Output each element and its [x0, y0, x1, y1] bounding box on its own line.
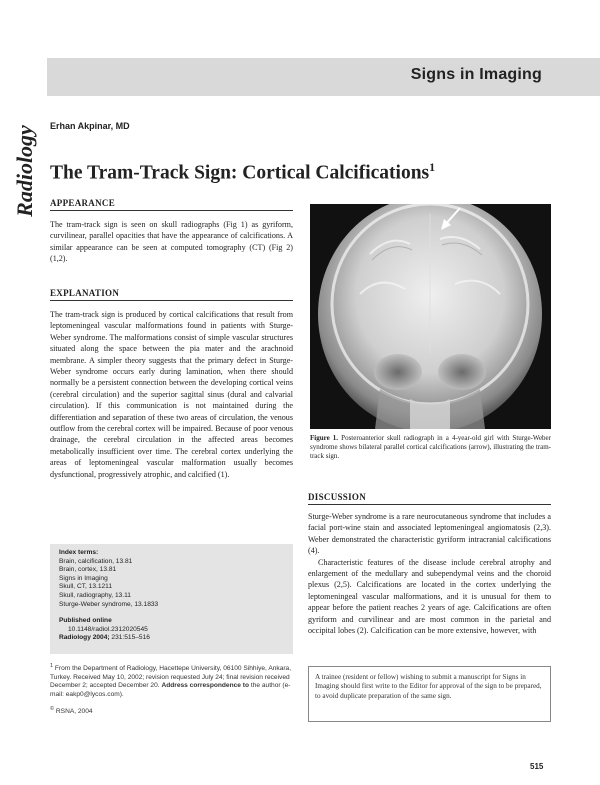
index-term: Signs in Imaging: [59, 574, 108, 582]
appearance-paragraph: The tram-track sign is seen on skull radiographs (Fig 1) as gyriform, curvilinear, parallel opacities that have the appearance of calcifications. A similar appearance can be seen at computed tomography (CT) (Fig 2) (1,2).: [50, 220, 293, 264]
index-term: Sturge-Weber syndrome, 13.1833: [59, 600, 159, 608]
section-header-band: [47, 58, 600, 96]
discussion-heading: DISCUSSION: [308, 492, 551, 505]
citation: [59, 634, 287, 643]
explanation-text: [50, 309, 293, 480]
index-term: Brain, calcification, 13.81: [59, 557, 133, 565]
affiliation-mark: 1: [50, 663, 54, 669]
copyright-mark: ©: [50, 705, 55, 712]
author-name: Erhan Akpinar, MD: [50, 121, 130, 131]
doi-text: 10.1148/radiol.2312020545: [68, 625, 148, 633]
title-footnote-mark: 1: [429, 160, 436, 174]
discussion-text: [308, 511, 551, 636]
copyright-text: RSNA, 2004: [55, 707, 93, 715]
index-terms-box: [50, 544, 293, 654]
trainee-note-box: A trainee (resident or fellow) wishing to submit a manuscript for Signs in Imaging should first write to the Editor for approval of the sign to be prepared, to avoid duplicate preparation of the same sign.: [308, 666, 551, 722]
correspondence-label: Address correspondence to: [161, 682, 250, 690]
article-title: [50, 160, 435, 185]
journal-side-label: [8, 118, 42, 223]
section-label: Signs in Imaging: [410, 66, 542, 83]
explanation-paragraph: The tram-track sign is produced by cortical calcifications that result from leptomeningeal vascular malformations found in patients with Sturge-Weber syndrome. The malformations consist of simple vascular structures situated along the space between the pia mater and the arachnoid membrane. A simpler theory suggests that the primary defect in Sturge-Weber syndrome occurs early during lamination, when there should normally be a persistent connection between the developing cortical veins (cerebral circulation) and the superior sagittal sinus (dural and calvarial circulation). If this communication is not maintained during the differentiation and separation of these two areas of circulation, the venous outflow from the cerebral cortex will be impaired. Because of poor venous drainage, the cerebral circulation in the affected areas becomes metabolically insufficient over time. The cerebral cortex underlying the areas of leptomeningeal vascular malformation usually becomes dysfunctional, progressively atrophic, and calcified (1).: [50, 310, 293, 479]
discussion-paragraph: Characteristic features of the disease include cerebral atrophy and enlargement of the medullary and subependymal veins and the choroid plexus (2,5). Calcifications are located in the cortex underlying the leptomeningeal vascular malformations, and it is unusual for them to appear before the patient reaches 2 years of age. Calcifications are often gyriform and curvilinear and are most common in the parietal and occipital lobes (2). Calcification can be more extensive, however, with: [308, 557, 551, 636]
index-term: Skull, CT, 13.1211: [59, 583, 113, 591]
affiliation-note: [50, 662, 293, 700]
published-online-heading: Published online: [59, 617, 112, 625]
index-term: Skull, radiography, 13.11: [59, 591, 131, 599]
copyright-note: [50, 705, 293, 717]
appearance-text: [50, 219, 293, 265]
figure-label: Figure 1.: [310, 434, 339, 442]
correspondence-text: the author (e-mail: eakp0@lycos.com).: [50, 682, 291, 698]
journal-name: Radiology: [12, 124, 37, 217]
appearance-heading: APPEARANCE: [50, 198, 293, 211]
index-term: Brain, cortex, 13.81: [59, 566, 117, 574]
figure-caption-text: Posteroanterior skull radiograph in a 4-year-old girl with Sturge-Weber syndrome shows bilateral parallel cortical calcifications (arrow), illustrating the tram-track sign.: [310, 434, 551, 461]
article-title-text: The Tram-Track Sign: Cortical Calcifications: [50, 162, 430, 184]
skull-radiograph-figure: [310, 204, 551, 429]
discussion-paragraph: Sturge-Weber syndrome is a rare neurocutaneous syndrome that includes a facial port-wine stain and associated leptomeningeal angiomatosis (2,3). Weber demonstrated the characteristic gyriform intracranial calcifications (4).: [308, 512, 551, 556]
figure-caption: [310, 434, 551, 462]
citation-label: Radiology 2004;: [59, 634, 110, 642]
footnotes: [50, 662, 293, 716]
page-number: 515: [530, 762, 544, 771]
affiliation-text: From the Department of Radiology, Hacettepe University, 06100 Sihhiye, Ankara, Turkey. Received May 10, 2002; revision requested July 24; final revision received December 2; accepted December 20.: [50, 665, 292, 690]
skull-radiograph-image: [310, 204, 551, 429]
citation-value: 231:515–516: [111, 634, 150, 642]
explanation-heading: EXPLANATION: [50, 288, 293, 301]
index-terms-heading: Index terms:: [59, 549, 99, 556]
